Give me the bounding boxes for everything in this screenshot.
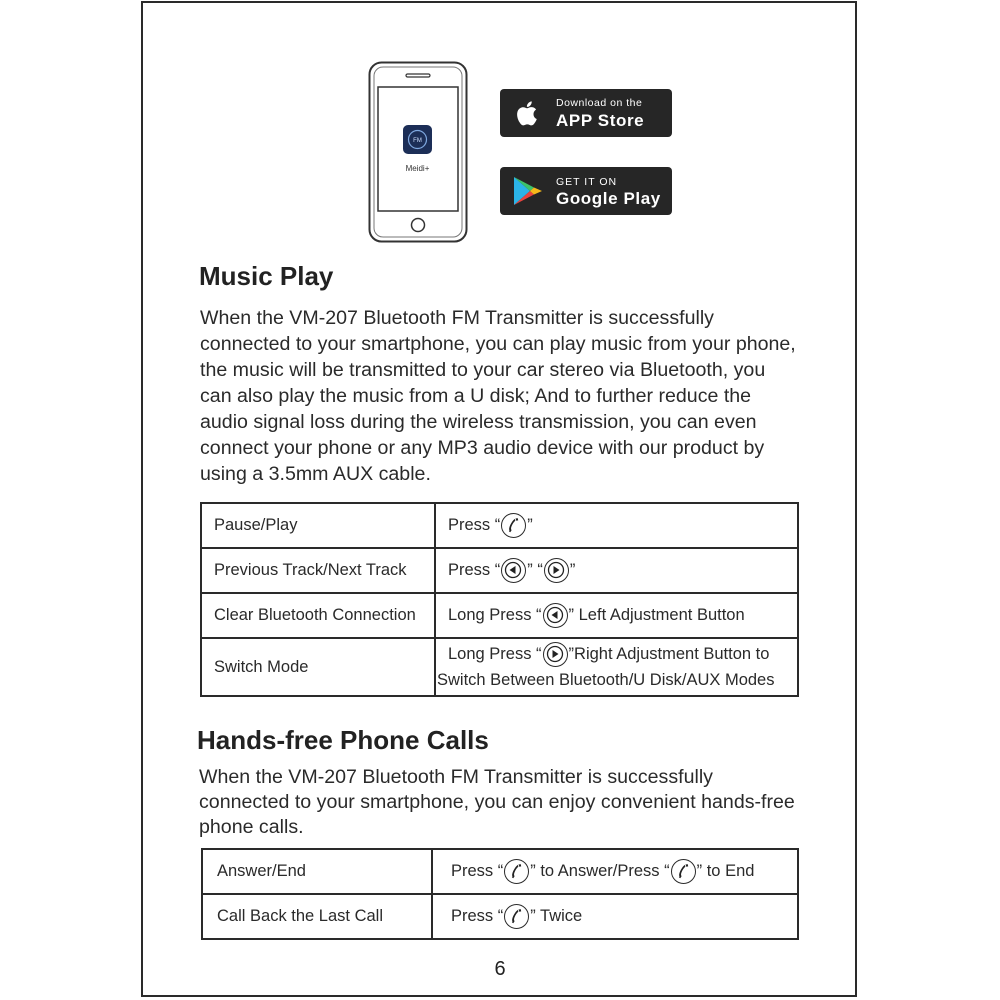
instruction-text: ” (527, 515, 533, 534)
instruction-cell (435, 638, 798, 696)
instruction-text: ” to End (696, 861, 755, 880)
instruction-text: Press “ (451, 861, 504, 880)
instruction-cell (435, 548, 798, 593)
instruction-text: Long Press “ (448, 644, 542, 663)
table-row (201, 638, 798, 696)
page-number: 6 (494, 958, 506, 980)
music-controls-table (200, 502, 799, 697)
table-row (202, 894, 798, 939)
app-store-badge[interactable] (500, 89, 672, 137)
instruction-text: ” Left Adjustment Button (568, 605, 745, 624)
action-label: Call Back the Last Call (202, 894, 432, 939)
instruction-cell (432, 894, 798, 939)
instruction-cell (435, 593, 798, 638)
instruction-text-line2: Switch Between Bluetooth/U Disk/AUX Modes (437, 671, 775, 690)
instruction-text: ” (569, 560, 576, 579)
apple-logo-icon (510, 95, 546, 131)
music-play-paragraph: When the VM-207 Bluetooth FM Transmitter is successfully connected to your smartphone, you can play music from your phone, the music will be transmitted to your car stereo via Bluetooth, you can also play the music from a U disk; And to further reduce the audio signal loss during the wireless transmission, you can even connect your phone or any MP3 audio device with our product by using a 3.5mm AUX cable. (200, 307, 796, 485)
instruction-text: ” “ (527, 560, 543, 579)
music-play-heading: Music Play (199, 261, 334, 291)
phone-button-icon (504, 859, 529, 884)
google-play-big-text: Google Play (556, 189, 661, 208)
instruction-cell (432, 849, 798, 894)
table-row (201, 548, 798, 593)
table-row (201, 593, 798, 638)
instruction-text: Press “ (451, 906, 504, 925)
action-label: Pause/Play (201, 503, 435, 548)
instruction-text: Long Press “ (448, 605, 542, 624)
phone-button-icon (504, 904, 529, 929)
app-name: Meidi+ (405, 164, 430, 173)
instruction-text: Press “ (448, 560, 501, 579)
hands-free-calls-paragraph: When the VM-207 Bluetooth FM Transmitter is successfully connected to your smartphone, you can enjoy convenient hands-free phone calls. (199, 766, 795, 838)
action-label: Answer/End (202, 849, 432, 894)
calls-controls-table (201, 848, 799, 940)
instruction-text: ”Right Adjustment Button to (568, 644, 770, 663)
left-arrow-button-icon (543, 603, 568, 628)
instruction-text: ” to Answer/Press “ (530, 861, 670, 880)
app-store-small-text: Download on the (556, 97, 643, 109)
google-play-small-text: GET IT ON (556, 176, 618, 188)
action-label: Previous Track/Next Track (201, 548, 435, 593)
table-row (202, 849, 798, 894)
table-row (201, 503, 798, 548)
instruction-cell (435, 503, 798, 548)
phone-button-icon (671, 859, 696, 884)
app-store-big-text: APP Store (556, 111, 645, 130)
google-play-badge[interactable] (500, 167, 672, 215)
right-arrow-button-icon (543, 642, 568, 667)
hands-free-calls-heading: Hands-free Phone Calls (197, 725, 489, 755)
app-icon-text: FM (413, 138, 422, 144)
instruction-text: ” Twice (530, 906, 583, 925)
google-play-logo-icon (510, 173, 546, 209)
instruction-text: Press “ (448, 515, 501, 534)
action-label: Switch Mode (201, 638, 435, 696)
left-arrow-button-icon (501, 558, 526, 583)
smartphone-illustration (368, 61, 468, 243)
right-arrow-button-icon (544, 558, 569, 583)
phone-button-icon (501, 513, 526, 538)
action-label: Clear Bluetooth Connection (201, 593, 435, 638)
